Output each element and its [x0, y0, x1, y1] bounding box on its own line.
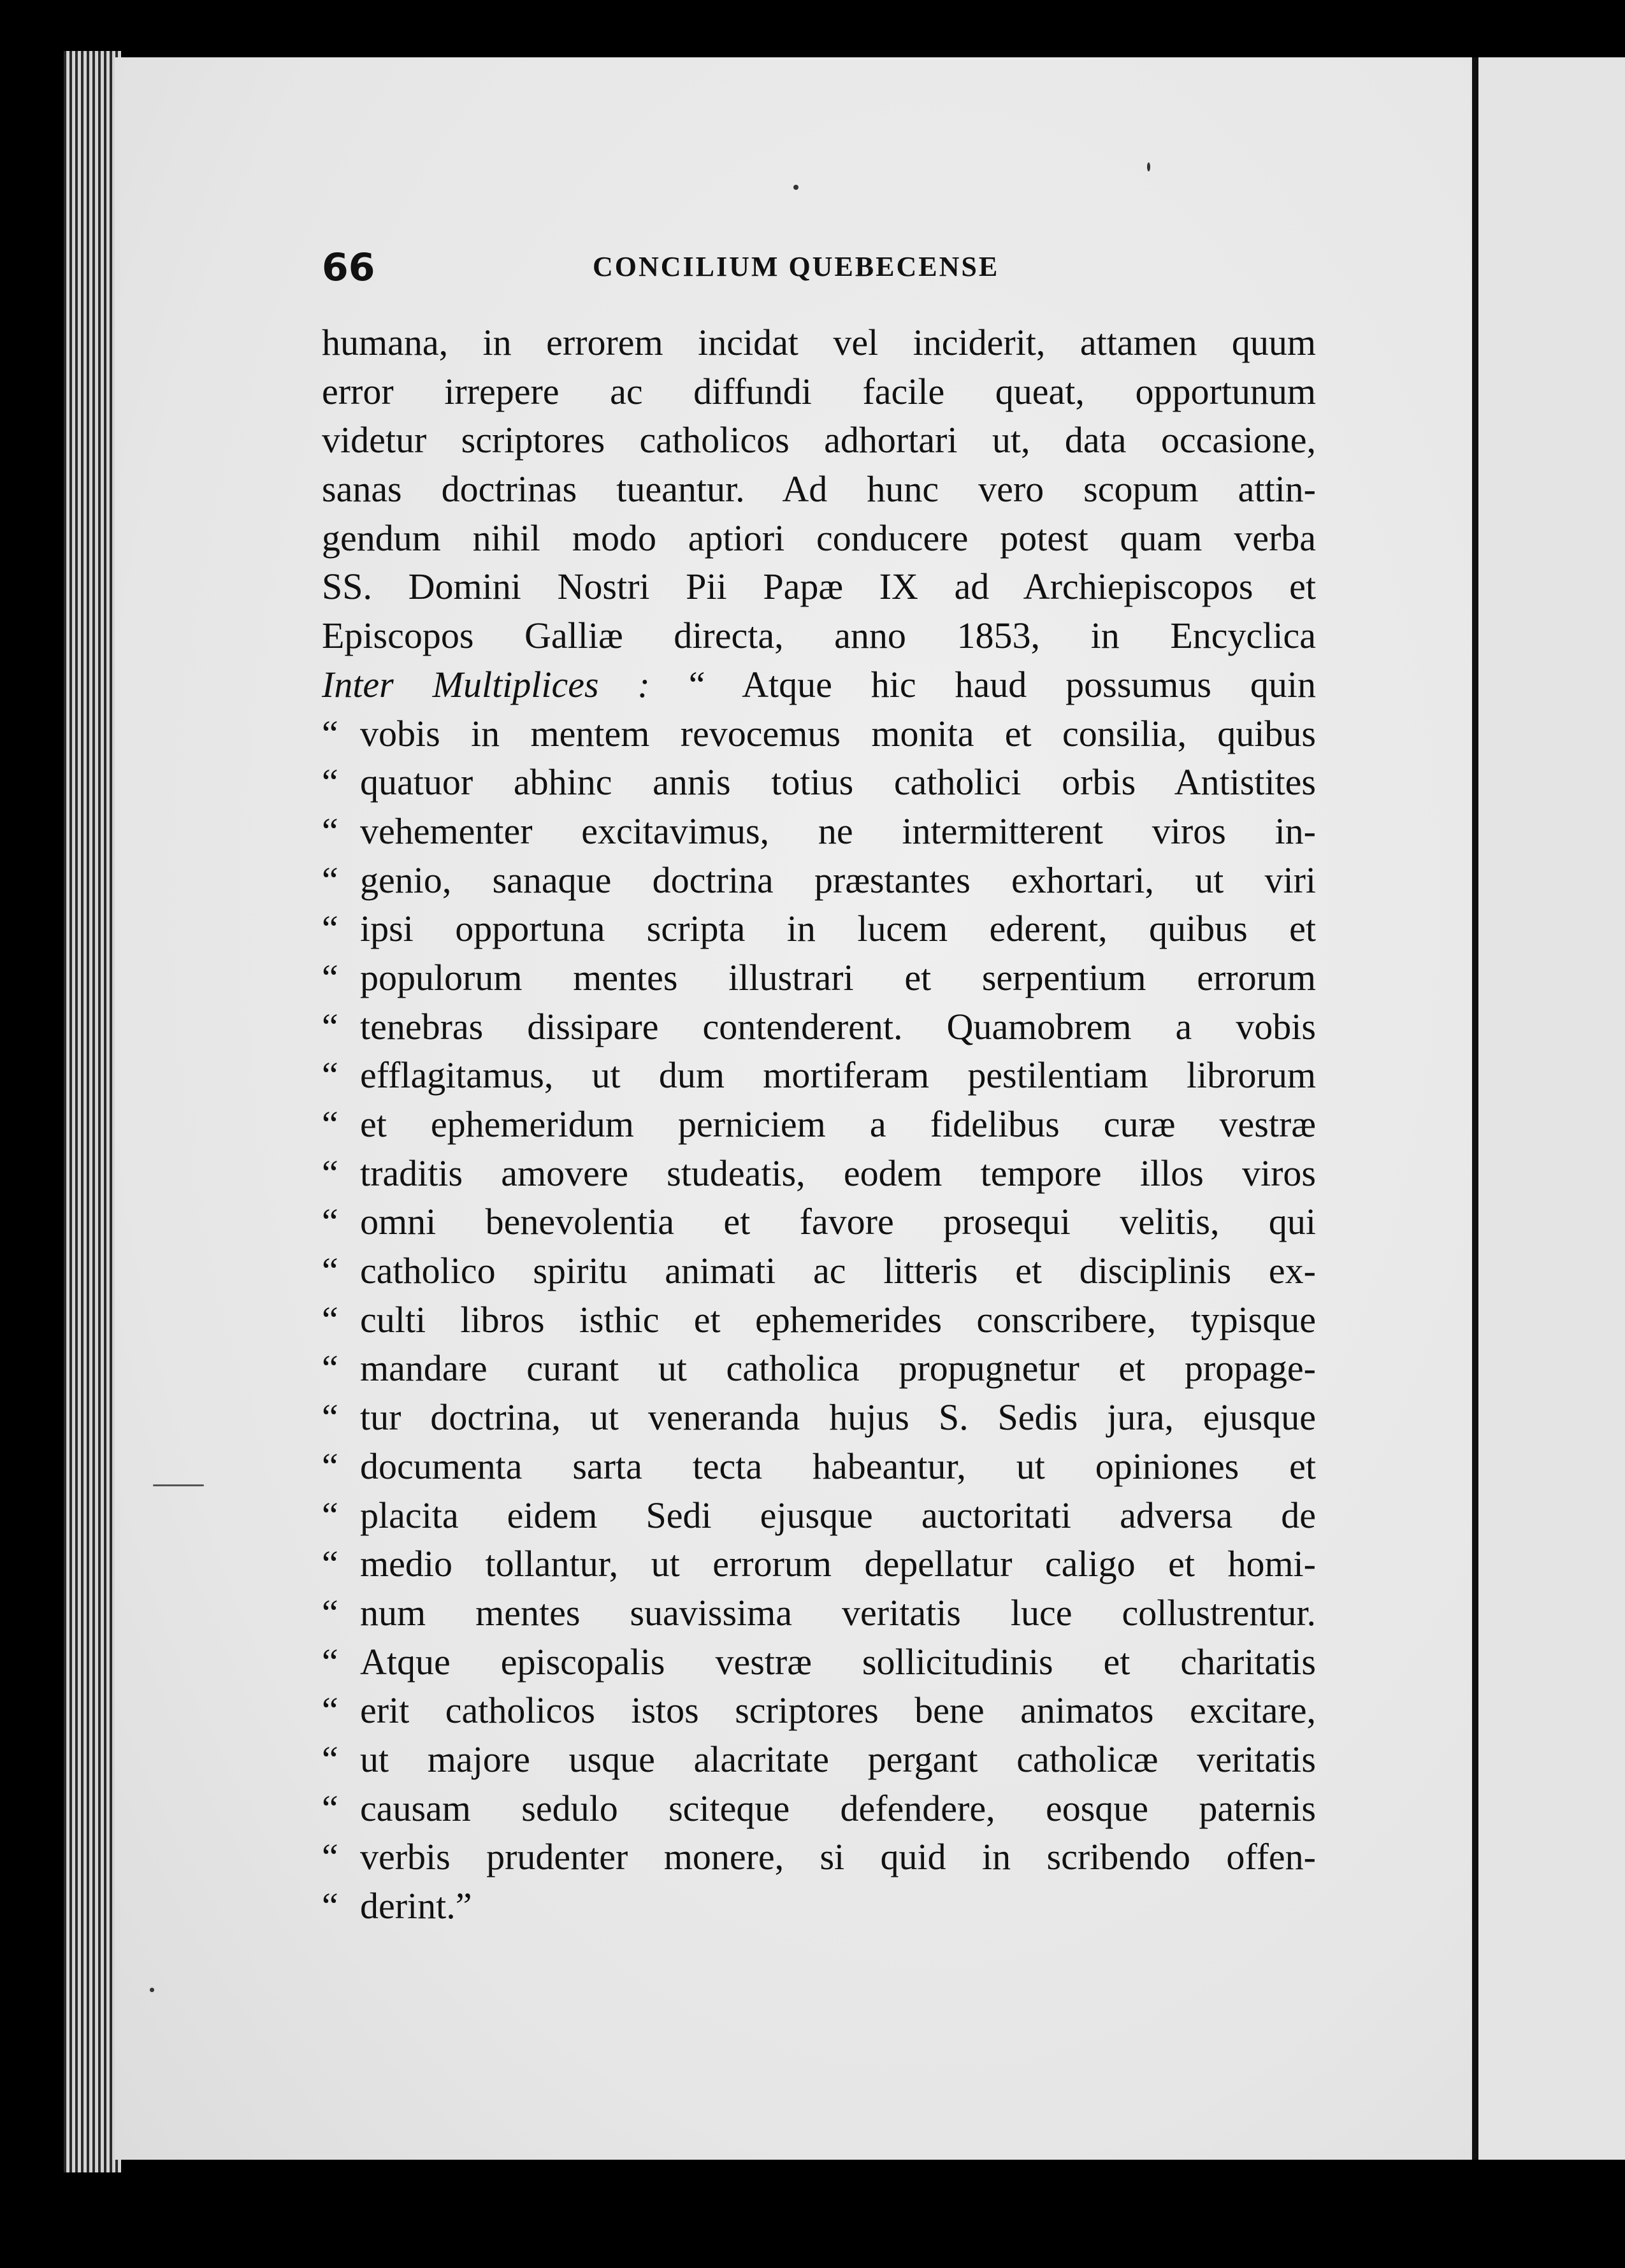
text-line: [322, 1442, 1316, 1491]
quote-mark: “: [322, 1396, 338, 1439]
quote-mark: “: [322, 1298, 338, 1340]
italic-title: Inter Multiplices :: [322, 663, 650, 705]
text-line: [322, 465, 1316, 514]
text-line: [322, 1003, 1316, 1052]
line-text: humana, in errorem incidat vel inciderit, attamen quum: [322, 322, 1316, 363]
text-line: [322, 319, 1316, 368]
quote-mark: “: [322, 1690, 338, 1732]
quote-mark: “: [322, 1201, 338, 1243]
line-text: documenta sarta tecta habeantur, ut opiniones et: [360, 1445, 1316, 1487]
text-line: [322, 1735, 1316, 1784]
line-text: omni benevolentia et favore prosequi velitis, qui: [360, 1201, 1316, 1243]
text-line: [322, 1393, 1316, 1442]
line-text: efflagitamus, ut dum mortiferam pestilentiam librorum: [360, 1054, 1316, 1096]
text-line: [322, 1491, 1316, 1540]
line-text: ut majore usque alacritate pergant catholicæ veritatis: [360, 1738, 1316, 1780]
quote-mark: “: [322, 956, 338, 998]
line-text: populorum mentes illustrari et serpentium errorum: [360, 956, 1316, 998]
line-text: placita eidem Sedi ejusque auctoritati adversa de: [360, 1494, 1316, 1536]
line-text: vobis in mentem revocemus monita et consilia, quibus: [360, 712, 1316, 754]
text-line: [322, 612, 1316, 661]
text-line: [322, 1784, 1316, 1834]
line-text: culti libros isthic et ephemerides conscribere, typisque: [360, 1298, 1316, 1340]
line-text: num mentes suavissima veritatis luce collustrentur.: [360, 1591, 1316, 1633]
facing-page-edge: [1478, 57, 1625, 2160]
quote-mark: “: [322, 810, 338, 852]
line-text: mandare curant ut catholica propugnetur et propage-: [360, 1347, 1316, 1389]
quote-mark: “: [322, 761, 338, 803]
text-line: [322, 1100, 1316, 1149]
quote-mark: “: [322, 1836, 338, 1878]
text-line: [322, 416, 1316, 465]
line-text: Atque episcopalis vestræ sollicitudinis et charitatis: [360, 1640, 1316, 1683]
body-text: [322, 319, 1316, 1931]
text-line: [322, 954, 1316, 1003]
text-line: [322, 1296, 1316, 1345]
line-text: tenebras dissipare contenderent. Quamobrem a vobis: [360, 1005, 1316, 1047]
dust-speck: [1147, 162, 1150, 171]
quote-mark: “: [322, 1445, 338, 1487]
line-text: quatuor abhinc annis totius catholici orbis Antistites: [360, 761, 1316, 803]
text-line: [322, 1833, 1316, 1882]
quote-mark: “: [322, 712, 338, 754]
dust-speck: [150, 1988, 154, 1992]
line-text: vehementer excitavimus, ne intermitterent viros in-: [360, 810, 1316, 852]
quote-mark: “: [322, 1347, 338, 1389]
quote-mark: “: [322, 859, 338, 901]
text-line: [322, 710, 1316, 759]
line-text: et ephemeridum perniciem a fidelibus curæ vestræ: [360, 1103, 1316, 1145]
line-text: traditis amovere studeatis, eodem tempore illos viros: [360, 1152, 1316, 1194]
line-text: sanas doctrinas tueantur. Ad hunc vero scopum attin-: [322, 468, 1316, 510]
quote-mark: “: [322, 1543, 338, 1585]
quote-mark: “: [322, 1005, 338, 1047]
text-line: [322, 905, 1316, 954]
page-number: 66: [322, 245, 375, 290]
text-line: [322, 1344, 1316, 1393]
text-line: [322, 368, 1316, 417]
page-edges: [64, 51, 121, 2172]
text-line: [322, 1149, 1316, 1198]
line-text: tur doctrina, ut veneranda hujus S. Sedis jura, ejusque: [360, 1396, 1316, 1439]
quote-mark: “: [322, 1054, 338, 1096]
line-text: derint.”: [360, 1885, 472, 1927]
quote-mark: “: [322, 1591, 338, 1633]
text-line: [322, 1247, 1316, 1296]
dust-speck: [793, 185, 798, 190]
dust-speck: [153, 1484, 204, 1486]
gutter-line: [1472, 57, 1478, 2160]
text-line: [322, 1589, 1316, 1638]
line-text: genio, sanaque doctrina præstantes exhortari, ut viri: [360, 859, 1316, 901]
line-text: “ Atque hic haud possumus quin: [649, 663, 1316, 705]
quote-mark: “: [322, 1152, 338, 1194]
quote-mark: “: [322, 1494, 338, 1536]
text-line: [322, 1882, 1316, 1931]
line-text: verbis prudenter monere, si quid in scribendo offen-: [360, 1836, 1316, 1878]
quote-mark: “: [322, 1640, 338, 1683]
text-line: [322, 758, 1316, 807]
quote-mark: “: [322, 1250, 338, 1292]
line-text: erit catholicos istos scriptores bene animatos excitare,: [360, 1690, 1316, 1732]
running-header: [322, 245, 1341, 296]
quote-mark: “: [322, 908, 338, 950]
text-line: [322, 1051, 1316, 1100]
text-line: [322, 661, 1316, 710]
text-line: [322, 1540, 1316, 1589]
quote-mark: “: [322, 1787, 338, 1829]
line-text: SS. Domini Nostri Pii Papæ IX ad Archiepiscopos et: [322, 566, 1316, 608]
text-line: [322, 1686, 1316, 1735]
line-text: Episcopos Galliæ directa, anno 1853, in Encyclica: [322, 615, 1316, 657]
running-head-title: CONCILIUM QUEBECENSE: [593, 251, 1000, 282]
line-text: error irrepere ac diffundi facile queat, opportunum: [322, 370, 1316, 412]
quote-mark: “: [322, 1738, 338, 1780]
text-line: [322, 807, 1316, 856]
text-line: [322, 563, 1316, 612]
line-text: medio tollantur, ut errorum depellatur caligo et homi-: [360, 1543, 1316, 1585]
text-line: [322, 1638, 1316, 1687]
quote-mark: “: [322, 1103, 338, 1145]
line-text: catholico spiritu animati ac litteris et disciplinis ex-: [360, 1250, 1316, 1292]
quote-mark: “: [322, 1885, 338, 1927]
text-line: [322, 1198, 1316, 1247]
line-text: gendum nihil modo aptiori conducere potest quam verba: [322, 517, 1316, 559]
line-text: ipsi opportuna scripta in lucem ederent, quibus et: [360, 908, 1316, 950]
line-text: causam sedulo sciteque defendere, eosque paternis: [360, 1787, 1316, 1829]
line-text: videtur scriptores catholicos adhortari ut, data occasione,: [322, 419, 1316, 461]
text-line: [322, 856, 1316, 905]
text-line: [322, 514, 1316, 563]
